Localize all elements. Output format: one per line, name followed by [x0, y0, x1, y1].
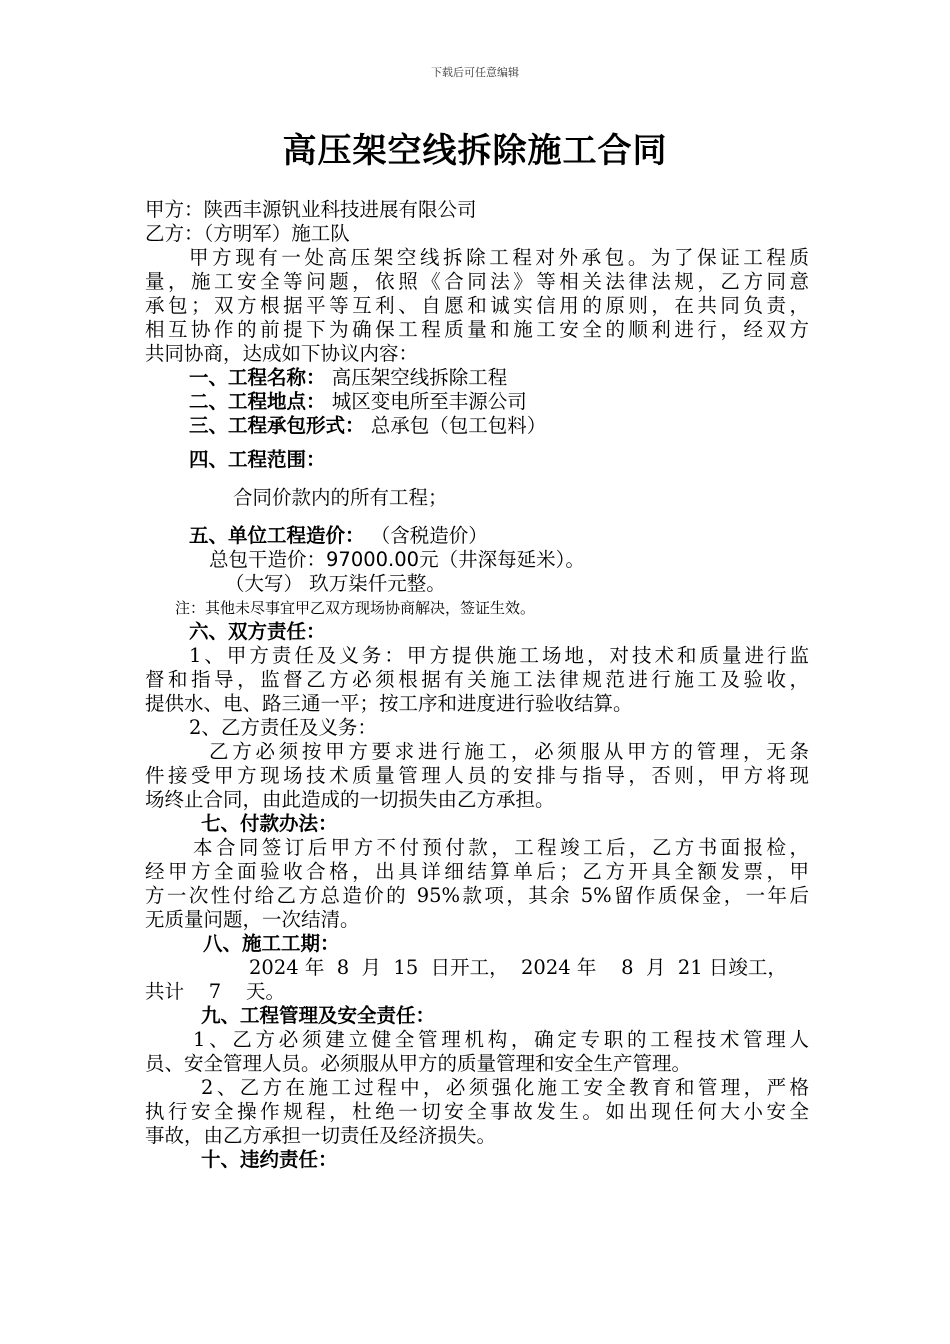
payment-paragraph: [145, 836, 809, 932]
section-value: 城区变电所至丰源公司: [331, 390, 527, 413]
section-label: 一、工程名称：: [189, 366, 326, 389]
contract-body: [145, 198, 809, 1172]
page-title: 高压架空线拆除施工合同: [282, 131, 668, 171]
safety-line: 1、乙方必须建立健全管理机构，确定专职的工程技术管理人: [193, 1028, 809, 1051]
intro-paragraph: [145, 246, 809, 366]
total-price-suffix: 元（井深每延米）。: [419, 548, 585, 571]
section-label: 二、工程地点：: [189, 390, 326, 413]
safety-line: 事故，由乙方承担一切责任及经济损失。: [145, 1124, 497, 1147]
section-unit-price: [145, 524, 809, 548]
safety-line: 员、安全管理人员。必须服从甲方的质量管理和安全生产管理。: [145, 1052, 692, 1075]
party-a-duties: [145, 644, 809, 716]
total-price-line: [145, 548, 809, 572]
safety-line: 2、乙方在施工过程中，必须强化施工安全教育和管理，严格: [201, 1076, 809, 1099]
party-a-line: 甲方：陕西丰源钒业科技进展有限公司: [145, 198, 477, 221]
party-b-duties-title: 2、乙方责任及义务：: [189, 716, 377, 739]
payment-line: 方一次性付给乙方总造价的 95%款项，其余 5%留作质保金，一年后: [145, 884, 809, 907]
intro-line: 相互协作的前提下为确保工程质量和施工安全的顺利进行，经双方: [145, 318, 809, 341]
party-b-duties: [145, 740, 809, 812]
total-price-prefix: 总包干造价：: [209, 548, 327, 571]
duty-line: 场终止合同，由此造成的一切损失由乙方承担。: [145, 788, 555, 811]
duty-line: 乙方必须按甲方要求进行施工，必须服从甲方的管理，无条: [209, 740, 809, 763]
duty-line: 督和指导，监督乙方必须根据有关施工法律规范进行施工及验收，: [145, 668, 809, 691]
section-breach-heading: 十、违约责任：: [201, 1148, 338, 1171]
section-label: 三、工程承包形式：: [189, 414, 365, 437]
duty-line: 件接受甲方现场技术质量管理人员的安排与指导，否则，甲方将现: [145, 764, 809, 787]
safety-line: 执行安全操作规程，杜绝一切安全事故发生。如出现任何大小安全: [145, 1100, 809, 1123]
section-contract-form: [145, 414, 809, 438]
section-project-location: [145, 390, 809, 414]
schedule-line: 2024 年 8 月 15 日开工， 2024 年 8 月 21 日竣工，: [249, 956, 787, 979]
intro-line: 共同协商，达成如下协议内容：: [145, 342, 419, 365]
schedule-line: 共计 7 天。: [145, 980, 285, 1003]
duty-line: 1、甲方责任及义务：甲方提供施工场地，对技术和质量进行监: [189, 644, 809, 667]
section-safety-heading: 九、工程管理及安全责任：: [201, 1004, 436, 1027]
payment-line: 无质量问题，一次结清。: [145, 908, 360, 931]
section-responsibilities-heading: 六、双方责任：: [189, 620, 326, 643]
section-schedule-heading: 八、施工工期：: [203, 932, 340, 955]
intro-line: 量，施工安全等问题，依照《合同法》等相关法律法规，乙方同意: [145, 270, 809, 293]
section-scope-value: 合同价款内的所有工程；: [233, 486, 448, 509]
section-value: （含税造价）: [370, 524, 488, 547]
intro-line: 承包；双方根据平等互利、自愿和诚实信用的原则，在共同负责，: [145, 294, 809, 317]
payment-line: 本合同签订后甲方不付预付款，工程竣工后，乙方书面报检，: [193, 836, 809, 859]
section-label: 五、单位工程造价：: [189, 524, 365, 547]
payment-line: 经甲方全面验收合格，出具详细结算单后；乙方开具全额发票，甲: [145, 860, 809, 883]
section-project-name: [145, 366, 809, 390]
total-price-amount: 97000.00: [326, 548, 420, 571]
party-b-line: 乙方：（方明军）施工队: [145, 222, 350, 245]
note-line: 注：其他未尽事宜甲乙双方现场协商解决，签证生效。: [175, 599, 536, 617]
header-note: 下载后可任意编辑: [431, 66, 519, 79]
safety-paragraph-2: [145, 1076, 809, 1148]
section-scope-heading: 四、工程范围：: [189, 448, 326, 471]
capital-amount-line: （大写） 玖万柒仟元整。: [225, 572, 446, 595]
intro-line: 甲方现有一处高压架空线拆除工程对外承包。为了保证工程质: [189, 246, 809, 269]
safety-paragraph-1: [145, 1028, 809, 1076]
section-payment-heading: 七、付款办法：: [201, 812, 338, 835]
section-value: 高压架空线拆除工程: [331, 366, 508, 389]
duty-line: 提供水、电、路三通一平；按工序和进度进行验收结算。: [145, 692, 633, 715]
section-value: 总承包（包工包料）: [370, 414, 547, 437]
